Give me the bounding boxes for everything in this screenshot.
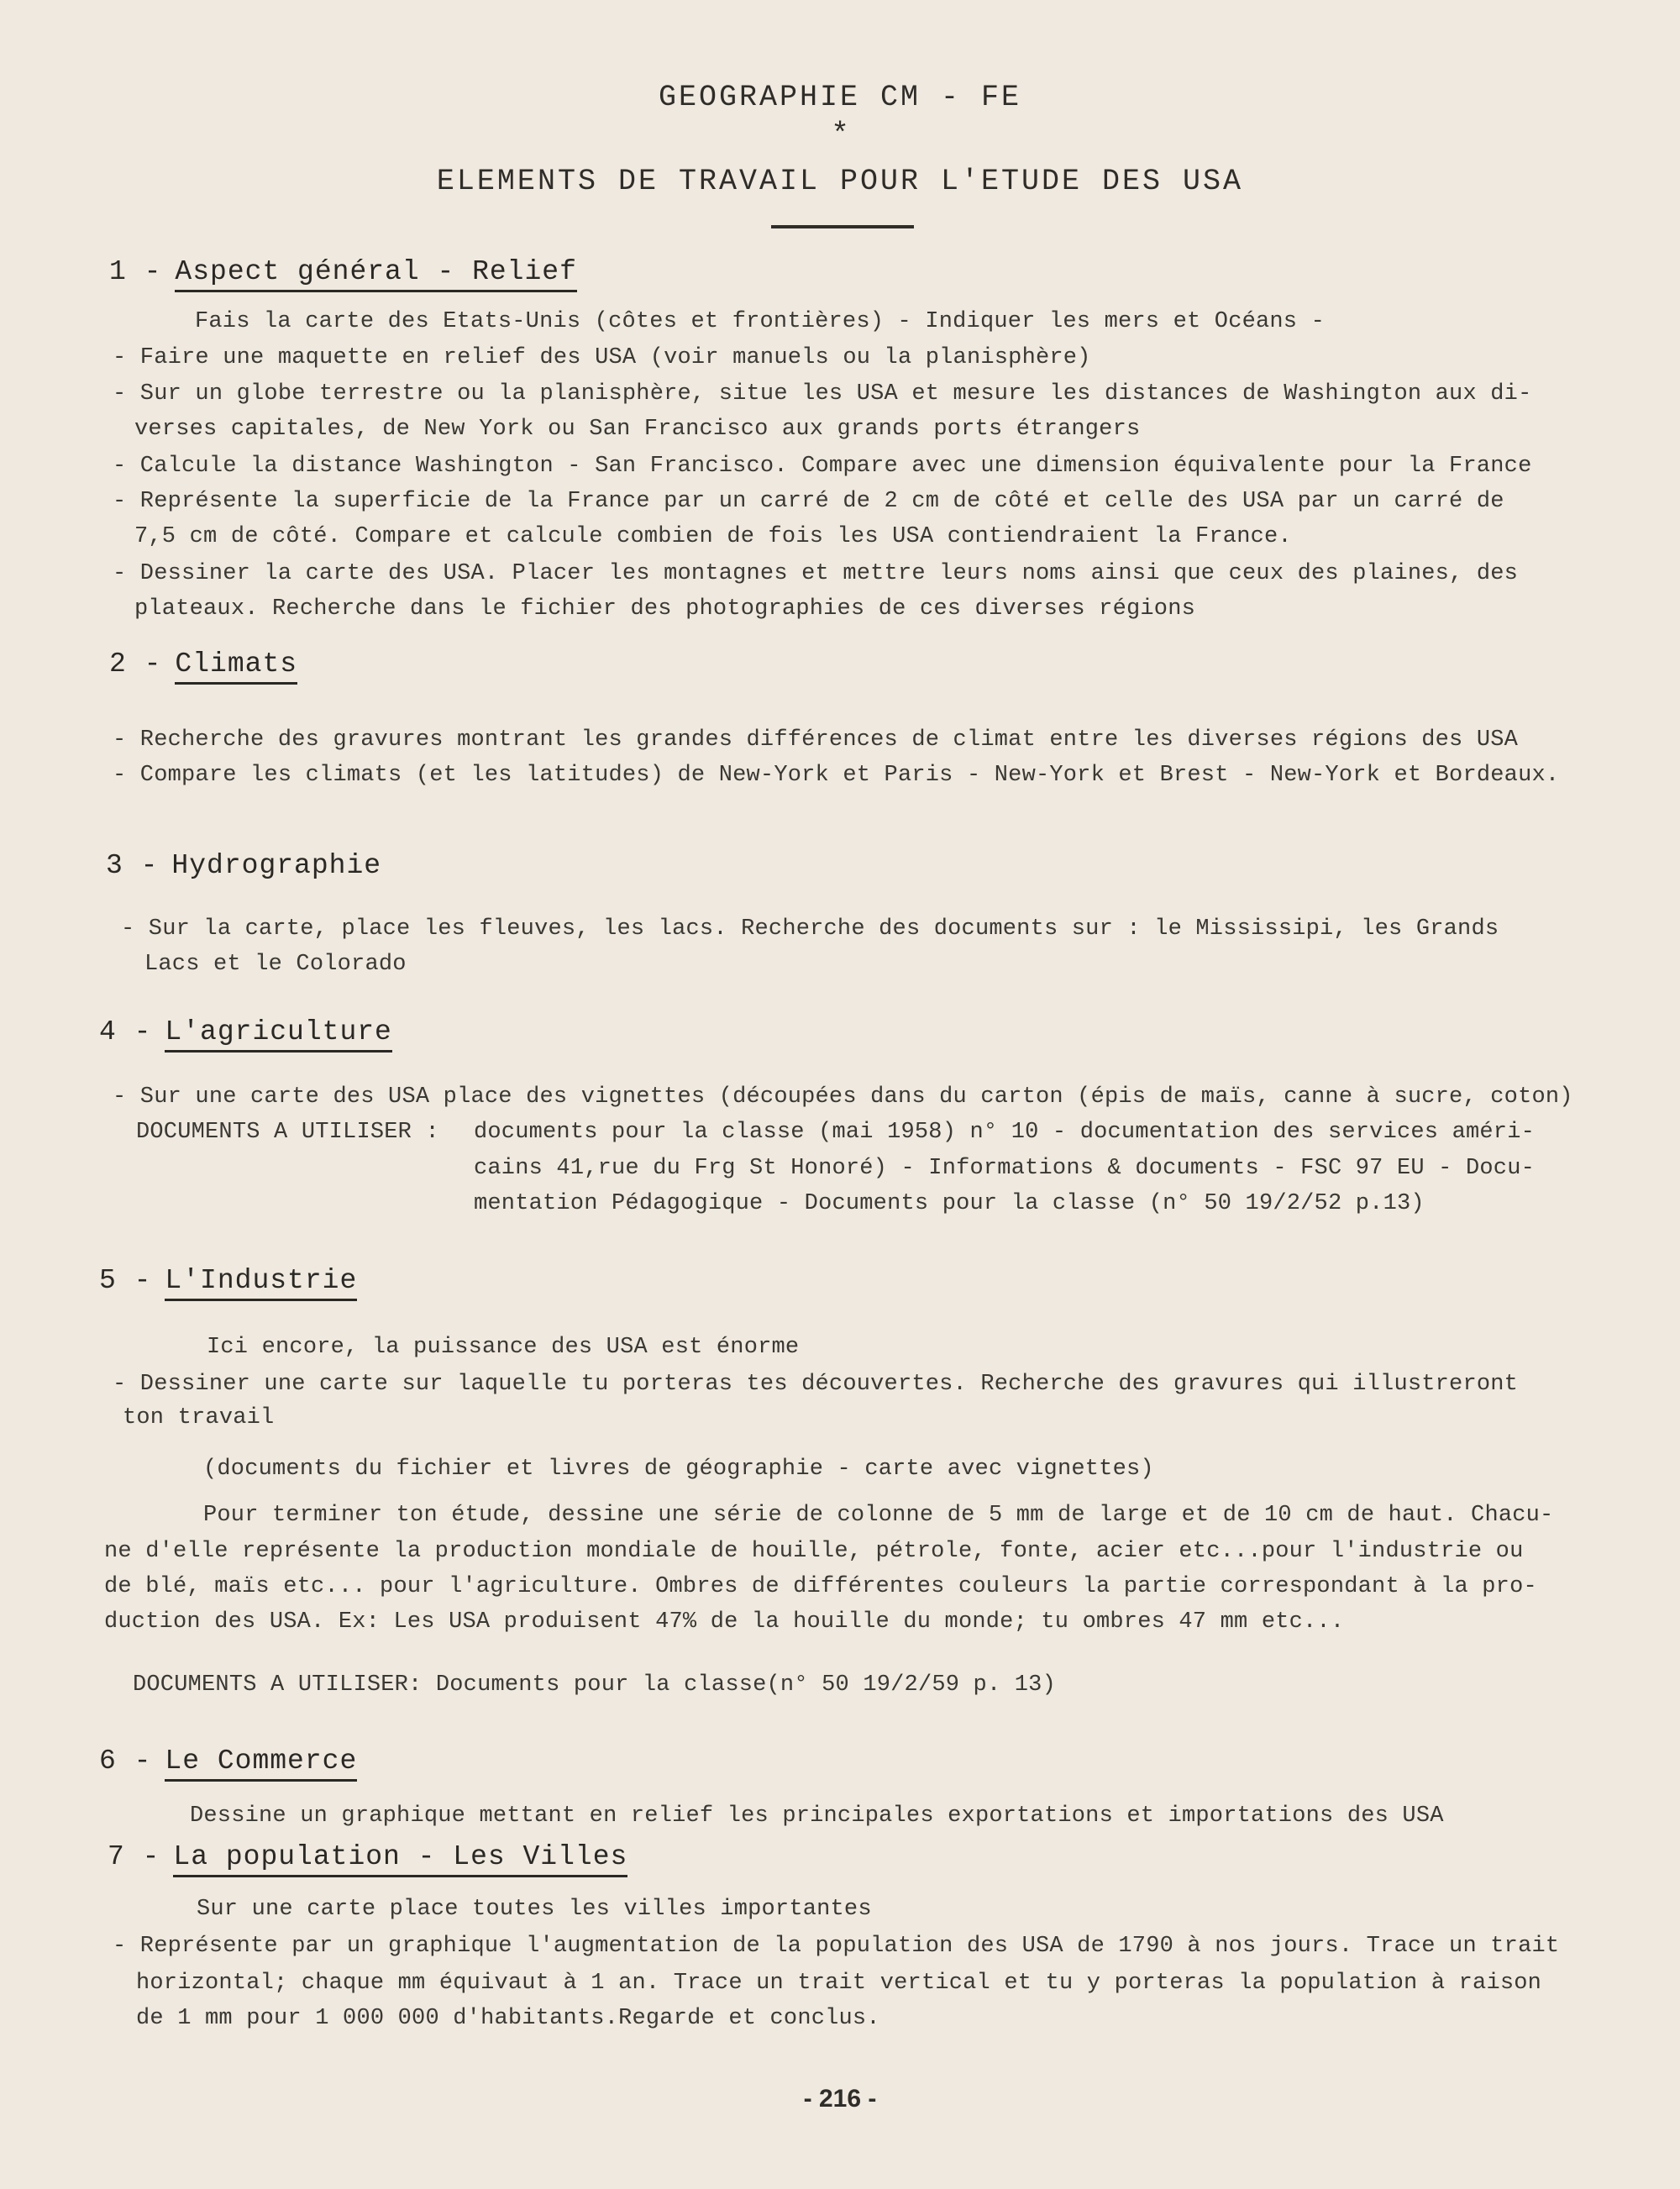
- section-title: Hydrographie: [171, 850, 382, 881]
- section-5-heading: [99, 1265, 357, 1301]
- section-title: Aspect général - Relief: [175, 256, 576, 292]
- text-line: - Représente la superficie de la France par un carré de 2 cm de côté et celle des USA par un carré de: [113, 489, 1504, 514]
- text-line: Dessine un graphique mettant en relief les principales exportations et importations des USA: [190, 1803, 1444, 1829]
- section-3-heading: [106, 850, 381, 881]
- section-number: 7 -: [108, 1841, 160, 1872]
- text-line: Sur une carte place toutes les villes importantes: [197, 1897, 872, 1922]
- text-line: - Recherche des gravures montrant les grandes différences de climat entre les diverses régions des USA: [113, 727, 1519, 753]
- section-title: La population - Les Villes: [173, 1841, 627, 1877]
- text-line: - Faire une maquette en relief des USA (voir manuels ou la planisphère): [113, 345, 1091, 370]
- section-2-heading: [109, 648, 297, 685]
- text-line: Fais la carte des Etats-Unis (côtes et frontières) - Indiquer les mers et Océans -: [195, 309, 1326, 334]
- text-line: ton travail: [123, 1405, 275, 1430]
- text-line: - Sur un globe terrestre ou la planisphère, situe les USA et mesure les distances de Washington aux di-: [113, 381, 1532, 407]
- document-title: GEOGRAPHIE CM - FE: [658, 81, 1022, 114]
- text-line: - Calcule la distance Washington - San Francisco. Compare avec une dimension équivalente pour la France: [113, 454, 1532, 479]
- section-number: 4 -: [99, 1016, 152, 1047]
- text-line: Lacs et le Colorado: [144, 952, 407, 977]
- text-line: (documents du fichier et livres de géographie - carte avec vignettes): [203, 1457, 1154, 1482]
- section-title: Le Commerce: [165, 1745, 357, 1782]
- text-line: - Compare les climats (et les latitudes) de New-York et Paris - New-York et Brest - New-York et Bordeaux.: [113, 763, 1560, 788]
- text-line: - Représente par un graphique l'augmentation de la population des USA de 1790 à nos jours. Trace un trait: [113, 1934, 1560, 1959]
- section-title: L'Industrie: [165, 1265, 357, 1301]
- section-number: 3 -: [106, 850, 159, 881]
- text-line: mentation Pédagogique - Documents pour la classe (n° 50 19/2/52 p.13): [474, 1191, 1425, 1216]
- title-underline: [771, 225, 914, 228]
- text-line: ne d'elle représente la production mondiale de houille, pétrole, fonte, acier etc...pour l'industrie ou: [104, 1539, 1524, 1564]
- documents-label: DOCUMENTS A UTILISER :: [136, 1120, 439, 1145]
- text-line: de blé, maïs etc... pour l'agriculture. Ombres de différentes couleurs la partie correspondant à la pro-: [104, 1574, 1537, 1599]
- star-ornament: *: [831, 118, 849, 152]
- text-line: - Sur une carte des USA place des vignettes (découpées dans du carton (épis de maïs, canne à sucre, coton): [113, 1084, 1573, 1110]
- section-1-heading: [109, 256, 577, 292]
- text-line: - Dessiner une carte sur laquelle tu porteras tes découvertes. Recherche des gravures qui illustreront: [113, 1372, 1519, 1397]
- section-number: 2 -: [109, 648, 162, 680]
- text-line: plateaux. Recherche dans le fichier des photographies de ces diverses régions: [134, 596, 1196, 622]
- text-line: de 1 mm pour 1 000 000 d'habitants.Regarde et conclus.: [136, 2006, 880, 2031]
- text-line: DOCUMENTS A UTILISER: Documents pour la classe(n° 50 19/2/59 p. 13): [133, 1672, 1056, 1698]
- text-line: duction des USA. Ex: Les USA produisent 47% de la houille du monde; tu ombres 47 mm etc...: [104, 1609, 1345, 1635]
- section-title: L'agriculture: [165, 1016, 391, 1053]
- text-line: verses capitales, de New York ou San Francisco aux grands ports étrangers: [134, 417, 1141, 442]
- page-number: - 216 -: [803, 2085, 877, 2113]
- section-title: Climats: [175, 648, 297, 685]
- section-number: 1 -: [109, 256, 162, 287]
- text-line: documents pour la classe (mai 1958) n° 10 - documentation des services améri-: [474, 1120, 1536, 1145]
- section-7-heading: [108, 1841, 627, 1877]
- text-line: - Dessiner la carte des USA. Placer les montagnes et mettre leurs noms ainsi que ceux des plaines, des: [113, 561, 1519, 586]
- text-line: Ici encore, la puissance des USA est énorme: [207, 1335, 800, 1360]
- text-line: Pour terminer ton étude, dessine une série de colonne de 5 mm de large et de 10 cm de haut. Chacu-: [203, 1503, 1554, 1528]
- text-line: cains 41,rue du Frg St Honoré) - Informations & documents - FSC 97 EU - Docu-: [474, 1156, 1536, 1181]
- section-number: 5 -: [99, 1265, 152, 1296]
- document-subtitle: ELEMENTS DE TRAVAIL POUR L'ETUDE DES USA: [436, 165, 1244, 198]
- text-line: - Sur la carte, place les fleuves, les lacs. Recherche des documents sur : le Mississipi, les Grands: [121, 916, 1499, 942]
- section-number: 6 -: [99, 1745, 152, 1777]
- section-6-heading: [99, 1745, 357, 1782]
- section-4-heading: [99, 1016, 392, 1053]
- text-line: horizontal; chaque mm équivaut à 1 an. Trace un trait vertical et tu y porteras la population à raison: [136, 1971, 1542, 1996]
- text-line: 7,5 cm de côté. Compare et calcule combien de fois les USA contiendraient la France.: [134, 524, 1292, 549]
